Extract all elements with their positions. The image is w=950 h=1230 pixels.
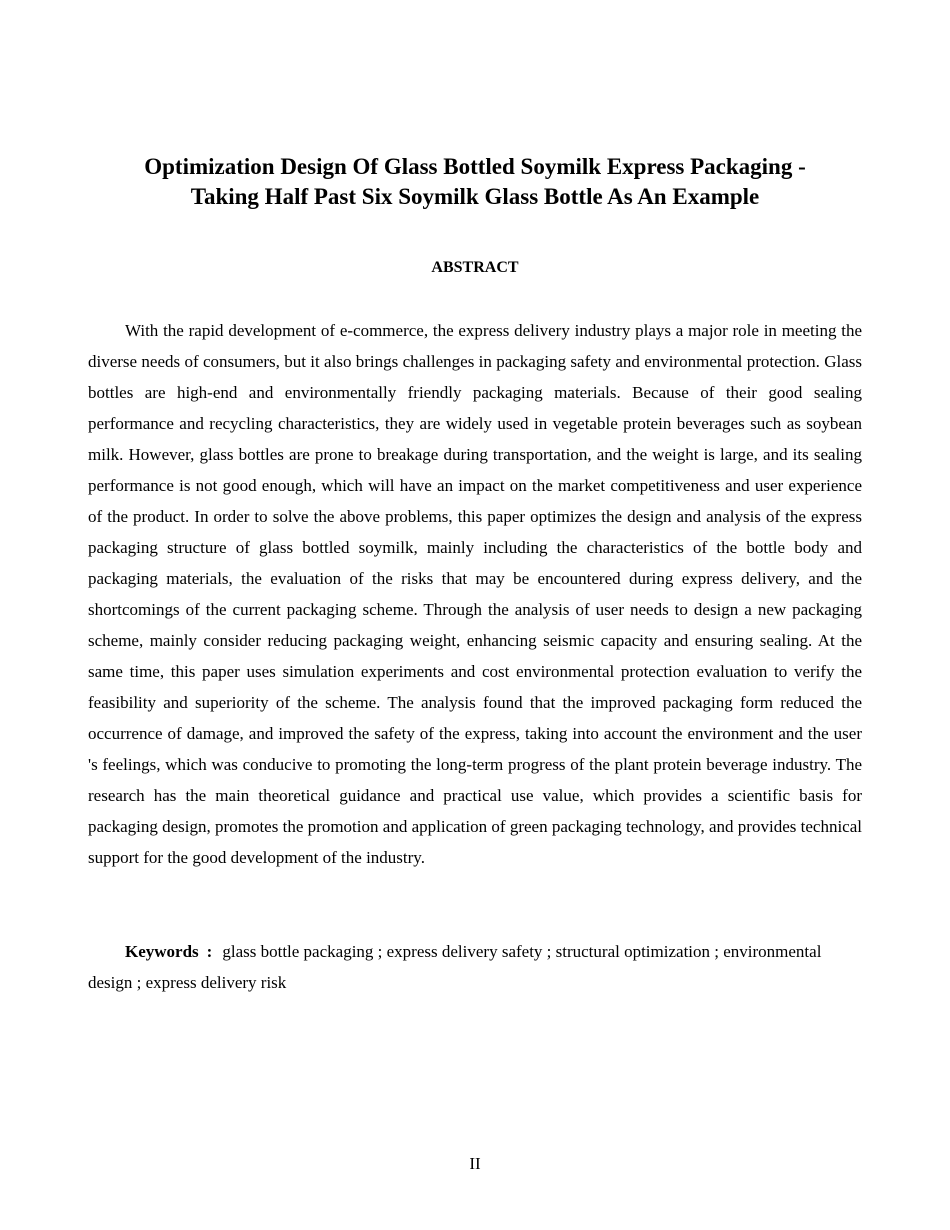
paper-title-line-2: Taking Half Past Six Soymilk Glass Bottle As An Example bbox=[190, 184, 760, 209]
page-number: II bbox=[469, 1154, 481, 1173]
keywords-label: Keywords bbox=[125, 942, 199, 961]
keywords-paragraph bbox=[88, 936, 862, 998]
abstract-paragraph: With the rapid development of e-commerce, the express delivery industry plays a major role in meeting the diverse needs of consumers, but it also brings challenges in packaging safety and environmental protection. Glass bottles are high-end and environmentally friendly packaging materials. Because of their good sealing performance and recycling characteristics, they are widely used in vegetable protein beverages such as soybean milk. However, glass bottles are prone to breakage during transportation, and the weight is large, and its sealing performance is not good enough, which will have an impact on the market competitiveness and user experience of the product. In order to solve the above problems, this paper optimizes the design and analysis of the express packaging structure of glass bottled soymilk, mainly including the characteristics of the bottle body and packaging materials, the evaluation of the risks that may be encountered during express delivery, and the shortcomings of the current packaging scheme. Through the analysis of user needs to design a new packaging scheme, mainly consider reducing packaging weight, enhancing seismic capacity and ensuring sealing. At the same time, this paper uses simulation experiments and cost environmental protection evaluation to verify the feasibility and superiority of the scheme. The analysis found that the improved packaging form reduced the occurrence of damage, and improved the safety of the express, taking into account the environment and the user 's feelings, which was conducive to promoting the long-term progress of the plant protein beverage industry. The research has the main theoretical guidance and practical use value, which provides a scientific basis for packaging design, promotes the promotion and application of green packaging technology, and provides technical support for the good development of the industry. bbox=[88, 321, 862, 867]
keywords-text: glass bottle packaging ; express delivery safety ; structural optimization ; environmental design ; express delivery risk bbox=[88, 942, 822, 992]
abstract-heading: ABSTRACT bbox=[431, 259, 519, 276]
paper-title bbox=[60, 152, 890, 212]
paper-title-line-1: Optimization Design Of Glass Bottled Soymilk Express Packaging - bbox=[144, 154, 806, 179]
keywords-colon: : bbox=[206, 942, 213, 961]
